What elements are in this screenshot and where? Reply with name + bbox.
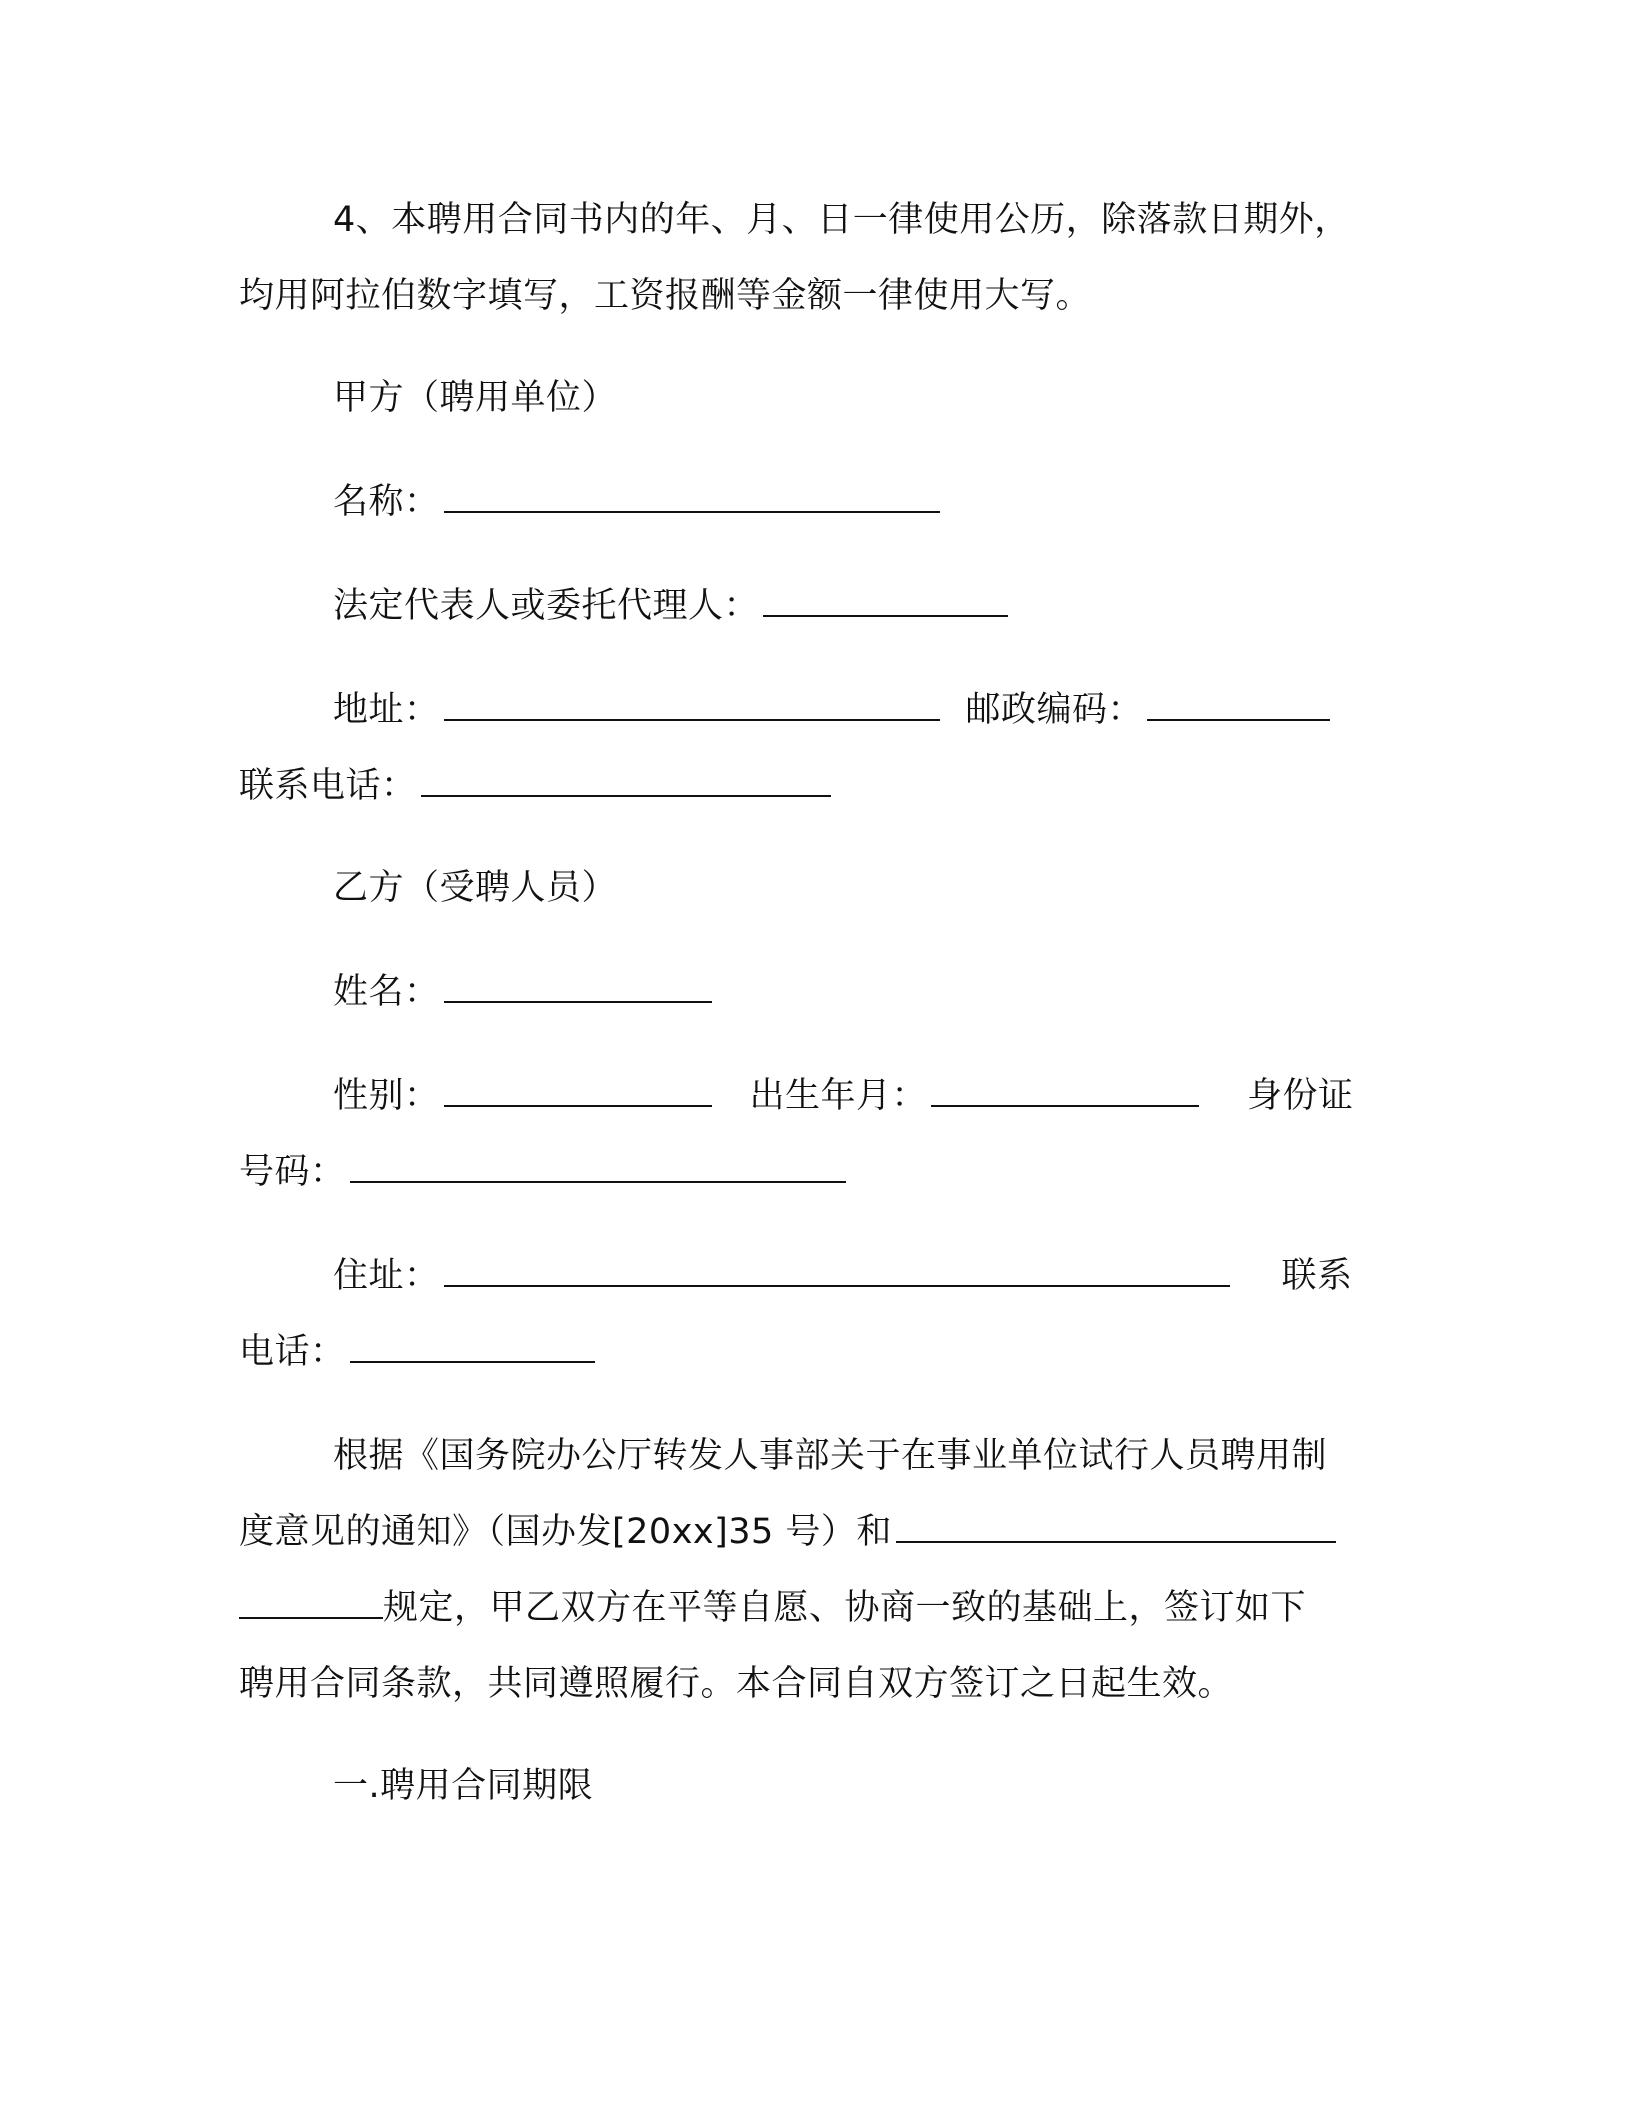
party-b-gender-row: [333, 1074, 1354, 1118]
party-a-name-blank[interactable]: [444, 481, 940, 513]
party-a-name-label: 名称：: [333, 482, 440, 522]
basis-line4: 聘用合同条款，共同遵照履行。本合同自双方签订之日起生效。: [239, 1664, 1234, 1704]
party-b-birth-blank[interactable]: [931, 1075, 1199, 1107]
basis-line2-row: [239, 1510, 1336, 1554]
party-b-phone-label-2: 电话：: [239, 1332, 346, 1372]
party-a-rep-row: [333, 584, 1008, 628]
party-a-name-row: [333, 480, 940, 524]
party-b-residence-label: 住址：: [333, 1256, 440, 1296]
party-a-rep-label: 法定代表人或委托代理人：: [333, 586, 760, 626]
party-b-gender-blank[interactable]: [444, 1075, 712, 1107]
basis-regulation-blank-cont[interactable]: [239, 1587, 383, 1619]
clause4-line2: 均用阿拉伯数字填写，工资报酬等金额一律使用大写。: [239, 276, 1092, 316]
party-b-id-label-2: 号码：: [239, 1152, 346, 1192]
party-b-name-label: 姓名：: [333, 972, 440, 1012]
party-a-address-blank[interactable]: [444, 689, 940, 721]
party-b-residence-row: [333, 1254, 1353, 1298]
party-b-id-label-1: 身份证: [1247, 1076, 1354, 1116]
party-b-heading: 乙方（受聘人员）: [333, 868, 618, 908]
party-a-postcode-blank[interactable]: [1147, 689, 1330, 721]
party-b-gender-label: 性别：: [333, 1076, 440, 1116]
basis-line3-row: [239, 1586, 1306, 1630]
basis-line3: 规定，甲乙双方在平等自愿、协商一致的基础上，签订如下: [383, 1588, 1307, 1628]
section1-heading: 一.聘用合同期限: [333, 1766, 594, 1806]
basis-line2: 度意见的通知》（国办发[20xx]35 号）和: [239, 1512, 892, 1552]
party-a-phone-label: 联系电话：: [239, 766, 417, 806]
party-a-address-label: 地址：: [333, 690, 440, 730]
party-b-phone-row: [239, 1330, 595, 1374]
party-b-name-blank[interactable]: [444, 971, 712, 1003]
party-a-phone-row: [239, 764, 831, 808]
clause4-line1: 4、本聘用合同书内的年、月、日一律使用公历，除落款日期外，: [333, 200, 1350, 240]
party-a-address-row: [333, 688, 1330, 732]
party-b-id-blank[interactable]: [350, 1151, 846, 1183]
basis-line1: 根据《国务院办公厅转发人事部关于在事业单位试行人员聘用制: [333, 1436, 1328, 1476]
party-b-id-row: [239, 1150, 846, 1194]
party-b-phone-blank[interactable]: [350, 1331, 595, 1363]
party-b-phone-label-1: 联系: [1281, 1256, 1353, 1296]
party-b-name-row: [333, 970, 712, 1014]
party-a-heading: 甲方（聘用单位）: [333, 378, 618, 418]
party-a-rep-blank[interactable]: [763, 585, 1008, 617]
basis-regulation-blank[interactable]: [896, 1511, 1336, 1543]
party-b-residence-blank[interactable]: [444, 1255, 1230, 1287]
party-a-postcode-label: 邮政编码：: [965, 690, 1144, 730]
party-a-phone-blank[interactable]: [421, 765, 831, 797]
party-b-birth-label: 出生年月：: [749, 1076, 928, 1116]
